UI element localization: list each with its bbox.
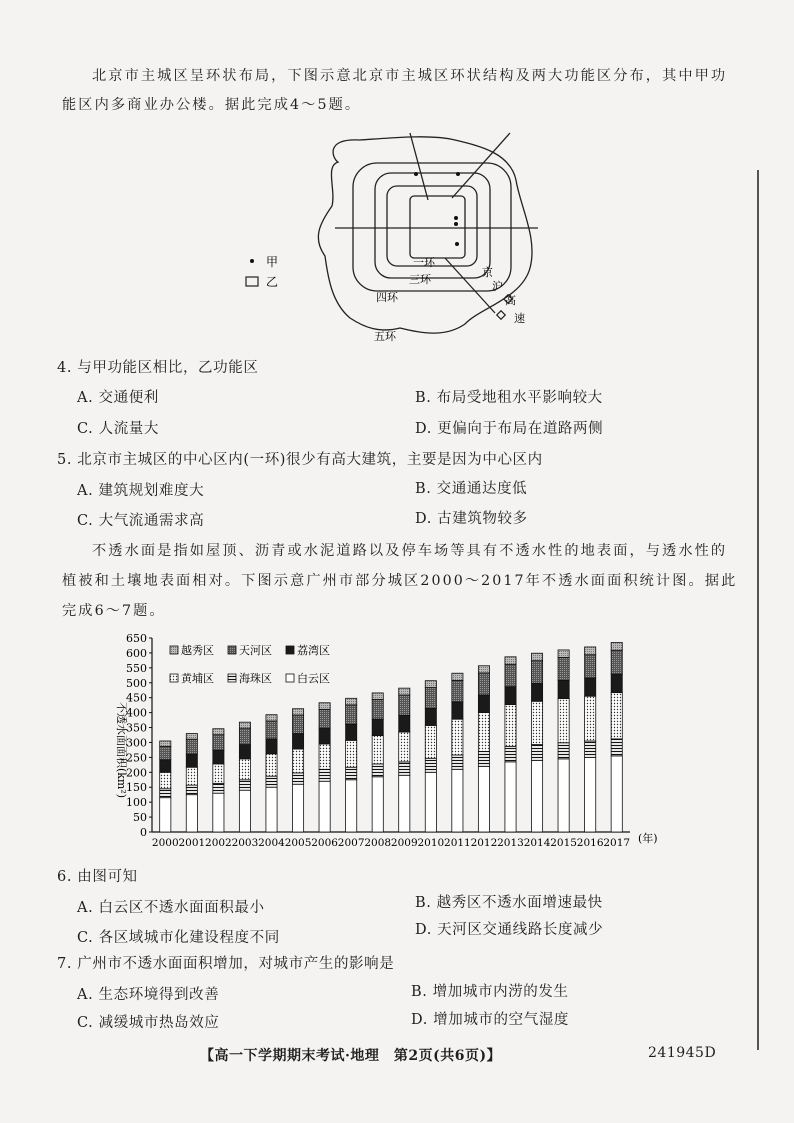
bar-segment bbox=[399, 695, 410, 715]
y-tick-label: 550 bbox=[126, 661, 147, 675]
bar-segment bbox=[585, 647, 596, 655]
bar-segment bbox=[558, 680, 569, 698]
bar-segment bbox=[505, 687, 516, 705]
bar-segment bbox=[452, 755, 463, 769]
bar-segment bbox=[531, 661, 542, 684]
jia-dot bbox=[456, 172, 460, 176]
bar-segment bbox=[160, 798, 171, 832]
y-tick-label: 600 bbox=[126, 646, 147, 660]
q6-stem: 6. 由图可知 bbox=[57, 869, 138, 885]
margin-rule bbox=[757, 170, 759, 1050]
highway-label-4: 速 bbox=[514, 312, 525, 325]
jia-dot bbox=[414, 172, 418, 176]
page-footer-title: 【高一下学期期末考试·地理 第2页(共6页)】 bbox=[200, 1048, 502, 1064]
bar-segment bbox=[213, 793, 224, 832]
q5-option-b[interactable]: B. 交通通达度低 bbox=[415, 481, 528, 497]
jia-points bbox=[414, 172, 460, 246]
intro1-line2: 能区内多商业办公楼。据此完成4～5题。 bbox=[62, 97, 362, 113]
q4-stem: 4. 与甲功能区相比，乙功能区 bbox=[57, 360, 259, 376]
x-axis-unit: (年) bbox=[638, 832, 658, 845]
bar-segment bbox=[425, 681, 436, 688]
legend-yi-label: 乙 bbox=[266, 275, 279, 289]
bar-segment bbox=[505, 664, 516, 686]
ring1-outline bbox=[410, 196, 465, 258]
legend-swatch bbox=[228, 674, 236, 682]
ring4-label: 四环 bbox=[376, 291, 398, 304]
bar-segment bbox=[266, 715, 277, 721]
bar-segment bbox=[239, 790, 250, 832]
q7-option-d[interactable]: D. 增加城市的空气湿度 bbox=[411, 1012, 570, 1028]
y-tick-label: 500 bbox=[126, 676, 147, 690]
bar-segment bbox=[239, 722, 250, 728]
legend-swatch bbox=[170, 674, 178, 682]
bar-segment bbox=[266, 754, 277, 776]
q4-option-d[interactable]: D. 更偏向于布局在道路两侧 bbox=[415, 421, 604, 437]
bar-segment bbox=[372, 777, 383, 832]
bar-segment bbox=[425, 725, 436, 758]
intro1-line1: 北京市主城区呈环状布局，下图示意北京市主城区环状结构及两大功能区分布，其中甲功 bbox=[92, 68, 728, 84]
legend-swatch bbox=[170, 646, 178, 654]
y-tick-label: 200 bbox=[126, 766, 147, 780]
jia-dot bbox=[454, 216, 458, 220]
bar-segment bbox=[399, 715, 410, 732]
bar-segment bbox=[585, 655, 596, 678]
bar-segment bbox=[452, 769, 463, 832]
bar-segment bbox=[585, 678, 596, 696]
bar-segment bbox=[452, 702, 463, 719]
bar-segment bbox=[478, 695, 489, 713]
bar-segment bbox=[425, 772, 436, 832]
bar-segment bbox=[213, 735, 224, 751]
bar-segment bbox=[186, 795, 197, 832]
x-tick-label: 2001 bbox=[178, 837, 206, 849]
bar-segment bbox=[319, 709, 330, 728]
bar-segment bbox=[213, 750, 224, 764]
bar-segment bbox=[346, 780, 357, 832]
legend-label: 越秀区 bbox=[181, 644, 214, 657]
north-road bbox=[410, 133, 428, 200]
bar-segment bbox=[346, 740, 357, 767]
yi-square bbox=[497, 311, 505, 319]
bar-segment bbox=[239, 728, 250, 744]
x-tick-label: 2012 bbox=[470, 837, 498, 849]
bar-segment bbox=[319, 769, 330, 781]
y-tick-label: 300 bbox=[126, 736, 147, 750]
bar-segment bbox=[292, 773, 303, 784]
y-tick-label: 450 bbox=[126, 691, 147, 705]
q5-stem: 5. 北京市主城区的中心区内(一环)很少有高大建筑，主要是因为中心区内 bbox=[57, 452, 543, 468]
bar-segment bbox=[478, 766, 489, 832]
bar-segment bbox=[346, 698, 357, 705]
bar-segment bbox=[346, 724, 357, 740]
x-tick-label: 2008 bbox=[364, 837, 392, 849]
x-tick-label: 2015 bbox=[550, 837, 577, 849]
intro1-line2-wrap bbox=[62, 93, 762, 117]
q7-option-b[interactable]: B. 增加城市内涝的发生 bbox=[411, 984, 569, 1000]
bar-segment bbox=[452, 680, 463, 701]
bar-segment bbox=[425, 688, 436, 709]
x-tick-label: 2009 bbox=[390, 837, 418, 849]
bar-segment bbox=[372, 693, 383, 700]
x-tick-label: 2011 bbox=[444, 837, 471, 849]
legend-label: 黄埔区 bbox=[181, 672, 214, 685]
intro2-line2: 植被和土壤地表面相对。下图示意广州市部分城区2000～2017年不透水面面积统计图。据此 bbox=[62, 573, 738, 589]
bar-segment bbox=[585, 741, 596, 757]
legend-yi-box bbox=[246, 277, 258, 286]
bar-segment bbox=[266, 721, 277, 739]
bar-segment bbox=[585, 696, 596, 741]
jia-dot bbox=[454, 222, 458, 226]
highway-label-3: 高 bbox=[505, 294, 516, 307]
bar-segment bbox=[399, 775, 410, 832]
x-tick-label: 2006 bbox=[311, 837, 338, 849]
bar-segment bbox=[425, 708, 436, 725]
bar-segment bbox=[319, 703, 330, 710]
bar-segment bbox=[611, 650, 622, 674]
bar-segment bbox=[239, 780, 250, 790]
legend-label: 白云区 bbox=[297, 672, 330, 685]
intro2-line3: 完成6～7题。 bbox=[62, 603, 166, 619]
q5-option-a[interactable]: A. 建筑规划难度大 bbox=[77, 483, 205, 499]
bar-segment bbox=[452, 673, 463, 680]
bar-segment bbox=[160, 760, 171, 773]
bar-segment bbox=[611, 756, 622, 832]
bar-segment bbox=[478, 751, 489, 766]
bar-segment bbox=[346, 705, 357, 724]
x-tick-label: 2010 bbox=[417, 837, 445, 849]
q5-option-c[interactable]: C. 大气流通需求高 bbox=[77, 513, 205, 529]
impervious-surface-chart bbox=[100, 630, 680, 852]
legend-swatch bbox=[228, 646, 236, 654]
bar-segment bbox=[585, 757, 596, 832]
paper-code: 241945D bbox=[648, 1045, 717, 1061]
x-tick-label: 2017 bbox=[603, 837, 631, 849]
bar-segment bbox=[399, 732, 410, 762]
bar-segment bbox=[558, 657, 569, 680]
bar-segment bbox=[399, 762, 410, 775]
bar-segment bbox=[266, 787, 277, 832]
jia-dot bbox=[455, 242, 459, 246]
bar-segment bbox=[292, 749, 303, 773]
bar-segment bbox=[372, 764, 383, 777]
legend-swatch bbox=[286, 674, 294, 682]
q5-option-d[interactable]: D. 古建筑物较多 bbox=[415, 511, 528, 527]
ring3-label: 三环 bbox=[409, 273, 431, 286]
bar-segment bbox=[425, 758, 436, 772]
legend-label: 天河区 bbox=[239, 644, 272, 657]
bar-segment bbox=[186, 754, 197, 767]
x-tick-label: 2007 bbox=[337, 837, 365, 849]
bar-segment bbox=[213, 729, 224, 735]
bar-segment bbox=[266, 776, 277, 787]
bar-segment bbox=[505, 762, 516, 832]
bar-segment bbox=[186, 767, 197, 785]
x-tick-label: 2000 bbox=[151, 837, 179, 849]
bar-segment bbox=[531, 760, 542, 832]
ring1-label: 一环 bbox=[413, 256, 435, 269]
bar-segment bbox=[372, 699, 383, 719]
northeast-road bbox=[452, 133, 510, 198]
y-tick-label: 150 bbox=[126, 781, 147, 795]
legend-label: 荔湾区 bbox=[297, 644, 330, 657]
q6-option-a[interactable]: A. 白云区不透水面面积最小 bbox=[77, 900, 265, 916]
x-tick-label: 2016 bbox=[576, 837, 604, 849]
intro-paragraph-1 bbox=[92, 64, 762, 88]
bar-segment bbox=[372, 719, 383, 735]
y-tick-label: 650 bbox=[126, 632, 147, 645]
bar-segment bbox=[160, 789, 171, 798]
q6-option-b[interactable]: B. 越秀区不透水面增速最快 bbox=[415, 895, 603, 911]
bar-segment bbox=[160, 746, 171, 759]
x-tick-label: 2004 bbox=[258, 837, 285, 849]
bar-segment bbox=[611, 674, 622, 693]
bar-segment bbox=[319, 728, 330, 744]
y-tick-label: 50 bbox=[133, 811, 147, 825]
bar-segment bbox=[399, 688, 410, 695]
bar-segment bbox=[531, 745, 542, 761]
ring5-label: 五环 bbox=[374, 330, 396, 343]
legend-label: 海珠区 bbox=[239, 672, 272, 685]
bar-segment bbox=[505, 746, 516, 762]
bar-segment bbox=[266, 739, 277, 754]
x-tick-label: 2013 bbox=[497, 837, 524, 849]
bar-segment bbox=[319, 781, 330, 832]
x-tick-label: 2014 bbox=[523, 837, 551, 849]
bar-segment bbox=[505, 705, 516, 747]
bar-segment bbox=[478, 673, 489, 695]
bar-segment bbox=[452, 719, 463, 755]
bar-segment bbox=[558, 699, 569, 743]
bar-segment bbox=[611, 739, 622, 756]
q7-option-a[interactable]: A. 生态环境得到改善 bbox=[77, 987, 220, 1003]
bar-segment bbox=[478, 666, 489, 673]
bar-segment bbox=[239, 745, 250, 759]
bar-segment bbox=[213, 783, 224, 793]
q4-option-c[interactable]: C. 人流量大 bbox=[77, 421, 159, 437]
bar-segment bbox=[558, 650, 569, 657]
bar-segment bbox=[611, 642, 622, 650]
q4-option-b[interactable]: B. 布局受地租水平影响较大 bbox=[415, 390, 603, 406]
bar-segment bbox=[531, 653, 542, 660]
bar-segment bbox=[292, 784, 303, 832]
bar-segment bbox=[558, 743, 569, 759]
bar-segment bbox=[239, 759, 250, 780]
q7-stem: 7. 广州市不透水面面积增加，对城市产生的影响是 bbox=[57, 956, 395, 972]
bar-segment bbox=[213, 764, 224, 783]
q4-option-a[interactable]: A. 交通便利 bbox=[77, 390, 159, 406]
bar-segment bbox=[319, 744, 330, 769]
bar-segment bbox=[186, 739, 197, 754]
bar-segment bbox=[292, 715, 303, 734]
y-tick-label: 400 bbox=[126, 706, 147, 720]
ring2-outline bbox=[387, 186, 477, 266]
y-axis-label: 不透水面面积(km²) bbox=[115, 701, 128, 799]
x-tick-label: 2005 bbox=[284, 837, 312, 849]
bar-segment bbox=[160, 741, 171, 746]
bar-segment bbox=[186, 734, 197, 740]
y-tick-label: 250 bbox=[126, 751, 147, 765]
bar-segment bbox=[505, 657, 516, 664]
q6-option-d[interactable]: D. 天河区交通线路长度减少 bbox=[415, 922, 604, 938]
bar-segment bbox=[372, 736, 383, 764]
bar-segment bbox=[558, 759, 569, 832]
highway-label-2: 沪 bbox=[492, 280, 503, 293]
beijing-ring-map bbox=[240, 128, 540, 346]
bar-segment bbox=[478, 713, 489, 752]
bar-segment bbox=[531, 683, 542, 701]
legend-jia-dot bbox=[250, 259, 254, 263]
bar-segment bbox=[531, 701, 542, 744]
y-tick-label: 350 bbox=[126, 721, 147, 735]
legend-jia-label: 甲 bbox=[266, 255, 279, 269]
x-tick-label: 2003 bbox=[231, 837, 259, 849]
intro2-line1: 不透水面是指如屋顶、沥青或水泥道路以及停车场等具有不透水性的地表面，与透水性的 bbox=[92, 543, 728, 559]
bar-segment bbox=[160, 772, 171, 788]
bar-segment bbox=[186, 785, 197, 795]
q7-option-c[interactable]: C. 减缓城市热岛效应 bbox=[77, 1015, 220, 1031]
y-tick-label: 100 bbox=[126, 796, 147, 810]
highway-label-1: 京 bbox=[482, 266, 493, 279]
bar-segment bbox=[611, 693, 622, 739]
q6-option-c[interactable]: C. 各区域城市化建设程度不同 bbox=[77, 930, 280, 946]
bar-segment bbox=[292, 709, 303, 715]
y-tick-label: 0 bbox=[140, 826, 147, 839]
legend-swatch bbox=[286, 646, 294, 654]
x-tick-label: 2002 bbox=[205, 837, 232, 849]
bar-segment bbox=[292, 734, 303, 750]
bar-segment bbox=[346, 767, 357, 780]
